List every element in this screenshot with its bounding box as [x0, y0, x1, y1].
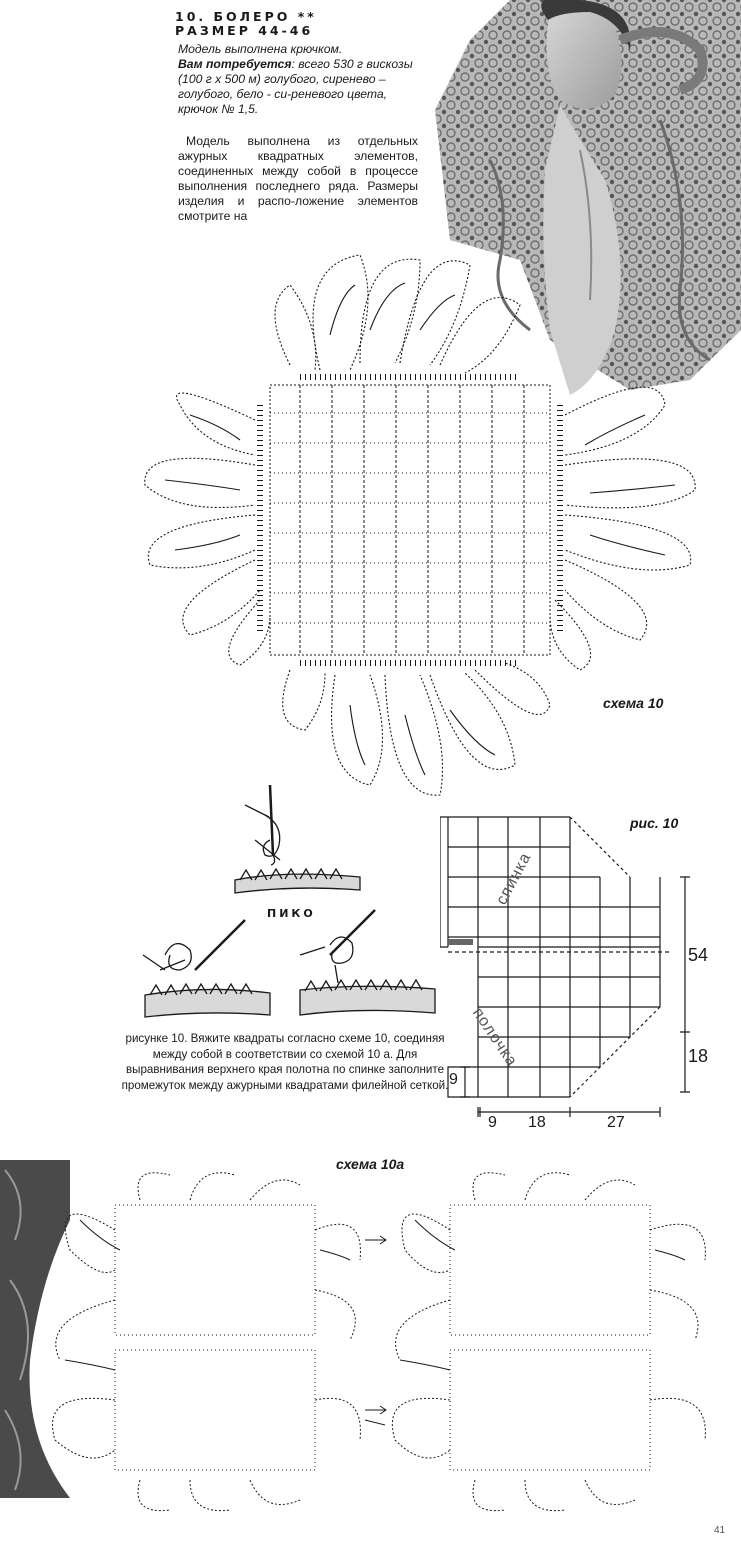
petals-right	[550, 387, 695, 670]
dim-18-right: 18	[688, 1046, 709, 1066]
intro-text	[178, 42, 426, 117]
scheme-10a-right-motifs	[392, 1173, 705, 1511]
figure-10-diagram	[440, 812, 740, 1142]
dim-54: 54	[688, 945, 709, 965]
article-title	[175, 10, 317, 38]
piko-label: ПИКО	[267, 907, 316, 920]
title-line-1: 10. БОЛЕРО **	[175, 9, 317, 24]
model-line: Модель выполнена крючком.	[178, 42, 343, 56]
dim-27-bottom: 27	[607, 1114, 625, 1131]
stitch-illustration-2	[135, 915, 275, 1025]
grid-back	[440, 817, 660, 947]
materials-text: : всего 530 г вискозы (100 г х 500 м) голубого, сиренево – голубого, бело - си-реневого цвета, крючок № 1,5.	[178, 57, 413, 116]
dim-9-left: 9	[449, 1071, 458, 1088]
scheme-10a-label: схема 10а	[336, 1156, 405, 1172]
description	[178, 134, 418, 224]
title-line-2: РАЗМЕР 44-46	[175, 23, 314, 38]
front-label: полочка	[468, 1005, 521, 1070]
figure-10-label: рис. 10	[630, 815, 679, 831]
materials-label: Вам потребуется	[178, 57, 292, 71]
description-text: Модель выполнена из отдельных ажурных квадратных элементов, соединенных между собой в процессе выполнения последнего ряда. Размеры изделия и распо-ложение элементов смотрите на	[178, 134, 418, 223]
dim-9-bottom: 9	[488, 1114, 497, 1131]
instructions-paragraph: рисунке 10. Вяжите квадраты согласно схеме 10, соединяя между собой в соответствии со схемой 10 а. Для выравнивания верхнего края полотна по спинке заполните промежуток между ажурными квадратами филейной сеткой.	[121, 1032, 449, 1092]
page-number: 41	[714, 1525, 726, 1536]
petals-bottom	[283, 663, 550, 795]
scheme-10-label: схема 10	[603, 695, 664, 711]
scheme-10-diagram	[120, 245, 720, 805]
scheme-10a-left-motifs	[53, 1173, 361, 1511]
petals-left	[145, 393, 270, 665]
filet-grid	[270, 385, 550, 655]
petals-top	[275, 255, 520, 373]
back-label: спинка	[493, 849, 535, 908]
motif-center-grid	[260, 377, 560, 663]
stitch-illustration-1	[225, 785, 365, 895]
scheme-10a-diagram	[20, 1170, 720, 1515]
stitch-illustration-3	[290, 905, 440, 1020]
dim-18-bottom: 18	[528, 1114, 546, 1131]
materials-paragraph	[178, 57, 426, 117]
